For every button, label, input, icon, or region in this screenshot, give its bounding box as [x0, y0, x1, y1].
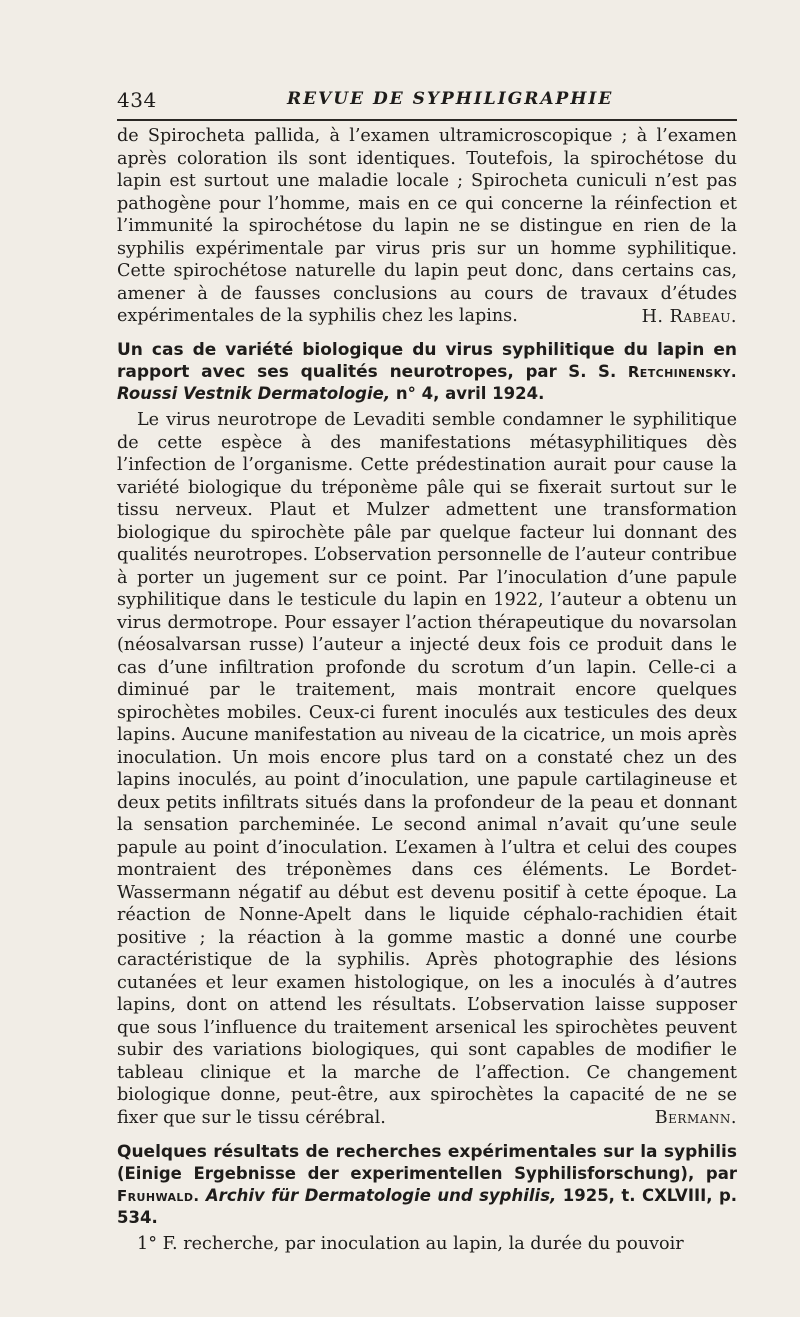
article-source: Roussi Vestnik Dermatologie,	[117, 384, 391, 403]
continuation-paragraph: de Spirocheta pallida, à l’examen ultramicroscopique ; à l’examen après coloration ils sont identiques. Toutefois, la spirochétose du lapin est surtout une maladie locale ; Spirocheta cuniculi n’est pas pathogène pour l’homme, mais en ce qui concerne la réinfection et l’immunité la spirochétose du lapin ne se distingue en rien de la syphilis expérimentale par virus pris sur un homme syphilitique. Cette spirochétose naturelle du lapin peut donc, dans certains cas, amener à de fausses conclusions au cours de travaux d’études expérimentales de la syphilis chez les lapins.	[117, 126, 737, 326]
article-heading	[117, 1141, 737, 1229]
article-heading	[117, 339, 737, 405]
article-by: par S. S.	[525, 362, 617, 381]
article-paragraph: 1° F. recherche, par inoculation au lapin, la durée du pouvoir	[137, 1233, 684, 1254]
running-title: REVUE DE SYPHILIGRAPHIE	[287, 89, 614, 109]
signature-bermann: Bermann.	[654, 1108, 737, 1128]
article-title: Quelques résultats de recherches expérimentales sur la syphilis	[117, 1141, 737, 1162]
header-rule	[117, 119, 737, 121]
page-body	[117, 125, 737, 1255]
article-body	[117, 409, 737, 1130]
article-issue: 1925, t. CXLVIII, p. 534.	[117, 1185, 738, 1227]
article-source: Archiv für Dermatologie und syphilis,	[205, 1185, 557, 1205]
article-issue: n° 4, avril 1924.	[395, 384, 545, 403]
page-number: 434	[117, 88, 157, 112]
article-body	[117, 1233, 737, 1256]
article-author: Fruhwald.	[117, 1186, 200, 1205]
article-paragraph: Le virus neurotrope de Levaditi semble condamner le syphilitique de cette espèce à des manifestations métasyphilitiques dès l’infection de l’organisme. Cette prédestination aurait pour cause la variété biologique du tréponème pâle qui se fixerait surtout sur le tissu nerveux. Plaut et Mulzer admettent une transformation biologique du spirochète pâle par quelque facteur lui donnant des qualités neurotropes. L’observation personnelle de l’auteur contribue à porter un jugement sur ce point. Par l’inoculation d’une papule syphilitique dans le testicule du lapin en 1922, l’auteur a obtenu un virus dermotrope. Pour essayer l’action thérapeutique du novarsolan (néosalvarsan russe) l’auteur a injecté deux fois ce produit dans le cas d’une infiltration profonde du scrotum d’un lapin. Celle-ci a diminué par le traitement, mais montrait encore quelques spirochètes mobiles. Ceux-ci furent inoculés aux testicules des deux lapins. Aucune manifestation au niveau de la cicatrice, un mois après inoculation. Un mois encore plus tard on a constaté chez un des lapins inoculés, au point d’inoculation, une papule cartilagineuse et deux petits infiltrats situés dans la profondeur de la peau et donnant la sensation parcheminée. Le second animal n’avait qu’une seule papule au point d’inoculation. L’examen à l’ultra et celui des coupes montraient des tréponèmes dans ces éléments. Le Bordet-Wassermann négatif au début est devenu positif à cette époque. La réaction de Nonne-Apelt dans le liquide céphalo-rachidien était positive ; la réaction à la gomme mastic a donné une courbe caractéristique de la syphilis. Après photographie des lésions cutanées et leur examen histologique, on les a inoculés à d’autres lapins, dont on attend les résultats. L’observation laisse supposer que sous l’influence du traitement arsenical les spirochètes peuvent subir des variations biologiques, qui sont capables de modifier le tableau clinique et la marche de l’affection. Ce changement biologique donne, peut-être, aux spirochètes la capacité de ne se fixer que sur le tissu cérébral.	[117, 410, 737, 1128]
signature-rabeau: H. Rabeau.	[641, 306, 737, 327]
page-header	[117, 88, 737, 116]
article-german-title: (Einige Ergebnisse der experimentellen Syphilisforschung),	[117, 1163, 695, 1183]
article-author: Retchinensky.	[627, 363, 738, 381]
article-title: Un cas de variété biologique du virus syphilitique du lapin en rapport avec ses qualités neurotropes,	[117, 340, 737, 382]
article-by: par	[705, 1163, 737, 1183]
